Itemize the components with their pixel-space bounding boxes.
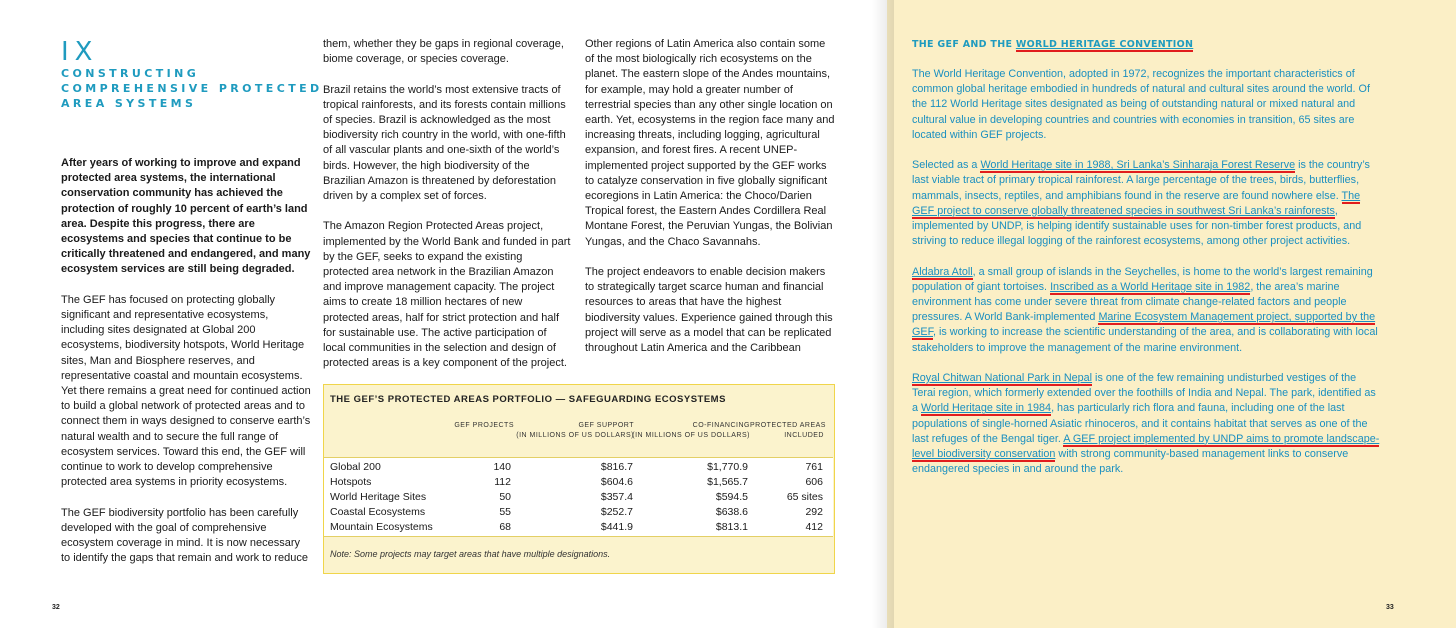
- marine-project-link[interactable]: Marine Ecosystem Management project, supported by the GEF: [912, 311, 1376, 339]
- chapter-title: [61, 66, 321, 111]
- body-paragraph: The GEF biodiversity portfolio has been carefully developed with the goal of comprehensive ecosystem coverage in mind. It is now necessary to identify the gaps that remain and work to reduce: [61, 506, 309, 565]
- book-gutter: [872, 0, 894, 628]
- sidebar-text: [912, 67, 1380, 493]
- header-support: [510, 421, 634, 441]
- body-paragraph: Brazil retains the world’s most extensive tracts of tropical rainforests, and its forests contain millions of species. Brazil is acknowledged as the most biodiversity rich country in the world, with one-fifth of all vascular plants and one-sixth of the world’s birds. However, the high biodiversity of the Brazilian Amazon is threatened by deforestation driven by a complex set of forces.: [323, 83, 566, 203]
- header-label: PROTECTED AREAS: [750, 422, 826, 429]
- row-support: $816.7: [600, 461, 633, 473]
- sidebar-paragraph: [912, 158, 1380, 249]
- row-name: Global 200: [330, 461, 381, 473]
- text-run: , is working to increase the scientific understanding of the area, and is collaborating with local stakeholders to improve the management of the marine environment.: [912, 326, 1378, 354]
- text-run: with strong community-based management links to conserve endangered species in and around the park.: [912, 448, 1349, 476]
- header-sublabel: (IN MILLIONS OF US DOLLARS): [632, 432, 750, 439]
- row-projects: 68: [499, 521, 511, 533]
- sidebar-paragraph: [912, 265, 1380, 356]
- aldabra-inscribed-link[interactable]: Inscribed as a World Heritage site in 1982: [1050, 280, 1251, 293]
- chapter-title-line: COMPREHENSIVE PROTECTED: [61, 82, 323, 95]
- row-areas: 412: [805, 521, 823, 533]
- page-number-right: 33: [1386, 604, 1394, 611]
- table-note: Note: Some projects may target areas that have multiple designations.: [330, 549, 611, 559]
- table-row: [324, 460, 833, 475]
- chapter-number: IX: [61, 37, 99, 67]
- heading-link[interactable]: WORLD HERITAGE CONVENTION: [1015, 39, 1194, 50]
- chapter-title-line: AREA SYSTEMS: [61, 97, 197, 110]
- header-protected-areas: [750, 421, 824, 441]
- row-areas: 606: [805, 476, 823, 488]
- text-run: is the country’s last viable tract of primary tropical rainforest. A large percentage of the trees, birds, butterflies, mammals, insects, reptiles, and amphibians found in the reserve are found nowhere else.: [912, 159, 1370, 202]
- body-paragraph: The project endeavors to enable decision makers to strategically target scarce human and financial resources to areas that have the highest biodiversity values. Experience gained through this project will serve as a model that can be replicated throughout Latin America and the Caribbean: [585, 266, 833, 355]
- row-areas: 761: [805, 461, 823, 473]
- row-projects: 140: [493, 461, 511, 473]
- column-1: [61, 156, 311, 582]
- text-run: is one of the few remaining undisturbed vestiges of the Terai region, which formerly extended over the foothills of India and Nepal. The park, identified as a: [912, 372, 1376, 415]
- text-run: , has particularly rich flora and fauna, including one of the last populations of single-horned Asiatic rhinoceros, and it contains habitat that serves as one of the last refuges of the Bengal tiger.: [912, 402, 1368, 445]
- row-cofinancing: $1,770.9: [707, 461, 748, 473]
- intro-paragraph: After years of working to improve and expand protected area systems, the international conservation community has achieved the protection of roughly 10 percent of earth’s land area. Despite this progress, there are ecosystems and species that continue to be critically threatened and endangered, and many ecosystem services are still being degraded.: [61, 157, 311, 276]
- row-support: $604.6: [600, 476, 633, 488]
- row-name: World Heritage Sites: [330, 491, 427, 503]
- row-name: Hotspots: [330, 476, 372, 488]
- body-paragraph: them, whether they be gaps in regional coverage, biome coverage, or species coverage.: [323, 38, 564, 66]
- header-sublabel: INCLUDED: [784, 432, 824, 439]
- table-row: [324, 490, 833, 505]
- sidebar-paragraph: The World Heritage Convention, adopted in 1972, recognizes the important characteristics of common global heritage embodied in hundreds of natural and cultural sites around the world. Of the 112 World Heritage sites designated as being of outstanding natural or mixed natural and cultural value in developing countries and countries with economies in transition, 65 sites are located within GEF projects.: [912, 68, 1370, 141]
- row-projects: 55: [499, 506, 511, 518]
- row-cofinancing: $594.5: [715, 491, 748, 503]
- body-paragraph: The Amazon Region Protected Areas project, implemented by the World Bank and funded in part by the GEF, seeks to expand the existing protected area network in the Brazilian Amazon and improve management capacity. The project aims to create 18 million hectares of new protected areas, half for strict protection and half for sustainable use. The active participation of local communities in the selection and design of protected areas is a key component of the project.: [323, 220, 571, 370]
- row-support: $252.7: [600, 506, 633, 518]
- aldabra-link[interactable]: Aldabra Atoll: [912, 265, 973, 278]
- text-run: , a small group of islands in the Seychelles, is home to the world’s largest remaining population of giant tortoises.: [912, 265, 1373, 293]
- column-3: [585, 37, 835, 371]
- header-sublabel: (IN MILLIONS OF US DOLLARS): [516, 432, 634, 439]
- sri-lanka-project-link[interactable]: The GEF project to conserve globally threatened species in southwest Sri Lanka’s rainforests: [912, 189, 1361, 217]
- chitwan-project-link[interactable]: A GEF project implemented by UNDP aims to promote landscape-level biodiversity conservation: [912, 432, 1380, 461]
- body-paragraph: The GEF has focused on protecting globally significant and representative ecosystems, including sites designated at Global 200 ecosystems, biodiversity hotspots, World Heritage sites, Man and Biosphere reserves, and representative coastal and mountain ecosystems. Yet there remains a great need for continued action to build a global network of protected areas and to connect them in ways designed to conserve earth’s natural wealth and to secure the full range of ecosystem services. Toward this end, the GEF will continue to work to develop comprehensive protected area systems in priority ecosystems.: [61, 293, 311, 489]
- body-paragraph: Other regions of Latin America also contain some of the most biologically rich ecosystems on the planet. The eastern slope of the Andes mountains, for example, may hold a greater number of terrestrial species than any other single location on earth. Yet, ecosystems in the region face many and increasing threats, including logging, agricultural expansion, and forest fires. A recent UNEP-implemented project supported by the GEF works to catalyze conservation in five globally significant ecoregions in Latin America: the Choco/Darien Tropical forest, the Eastern Andes Cordillera Real Montane Forest, the Peruvian Yungas, the Bolivian Yungas, and the Chaco Savannahs.: [585, 38, 835, 248]
- header-label: GEF PROJECTS: [454, 422, 514, 429]
- row-cofinancing: $1,565.7: [707, 476, 748, 488]
- header-label: CO-FINANCING: [692, 422, 750, 429]
- row-cofinancing: $638.6: [715, 506, 748, 518]
- sinharaja-link[interactable]: World Heritage site in 1988, Sri Lanka’s Sinharaja Forest Reserve: [980, 159, 1296, 172]
- text-run: , the area’s marine environment has come under severe threat from climate change-related factors and people pressures. A World Bank-implemented: [912, 280, 1347, 324]
- header-cofinancing: [628, 421, 750, 441]
- table-title: THE GEF’S PROTECTED AREAS PORTFOLIO — SAFEGUARDING ECOSYSTEMS: [330, 394, 726, 405]
- row-name: Mountain Ecosystems: [330, 521, 433, 533]
- portfolio-table: [323, 384, 835, 574]
- table-row: [324, 505, 833, 520]
- row-projects: 112: [494, 476, 511, 488]
- table-row: [324, 520, 833, 535]
- row-support: $357.4: [600, 491, 633, 503]
- row-areas: 65 sites: [786, 491, 823, 503]
- table-body: [324, 457, 833, 537]
- text-run: Selected as a: [912, 159, 981, 172]
- text-run: , implemented by UNDP, is helping identify sustainable uses for non-timber forest products, and striving to reduce illegal logging of the rainforest ecosystems, among other project activities.: [912, 204, 1362, 248]
- column-2: [323, 37, 571, 387]
- row-support: $441.9: [600, 521, 633, 533]
- chitwan-link[interactable]: Royal Chitwan National Park in Nepal: [912, 372, 1093, 385]
- row-projects: 50: [499, 491, 511, 503]
- header-label: GEF SUPPORT: [578, 422, 634, 429]
- row-name: Coastal Ecosystems: [330, 506, 426, 518]
- chitwan-heritage-link[interactable]: World Heritage site in 1984: [921, 402, 1052, 415]
- header-projects: [442, 421, 514, 431]
- heading-prefix: THE GEF AND THE: [912, 39, 1016, 50]
- row-areas: 292: [805, 506, 823, 518]
- row-cofinancing: $813.1: [715, 521, 748, 533]
- page-number-left: 32: [52, 604, 60, 611]
- table-row: [324, 475, 833, 490]
- sidebar-heading: [912, 39, 1193, 50]
- chapter-title-line: CONSTRUCTING: [61, 67, 200, 80]
- sidebar-paragraph: [912, 371, 1380, 477]
